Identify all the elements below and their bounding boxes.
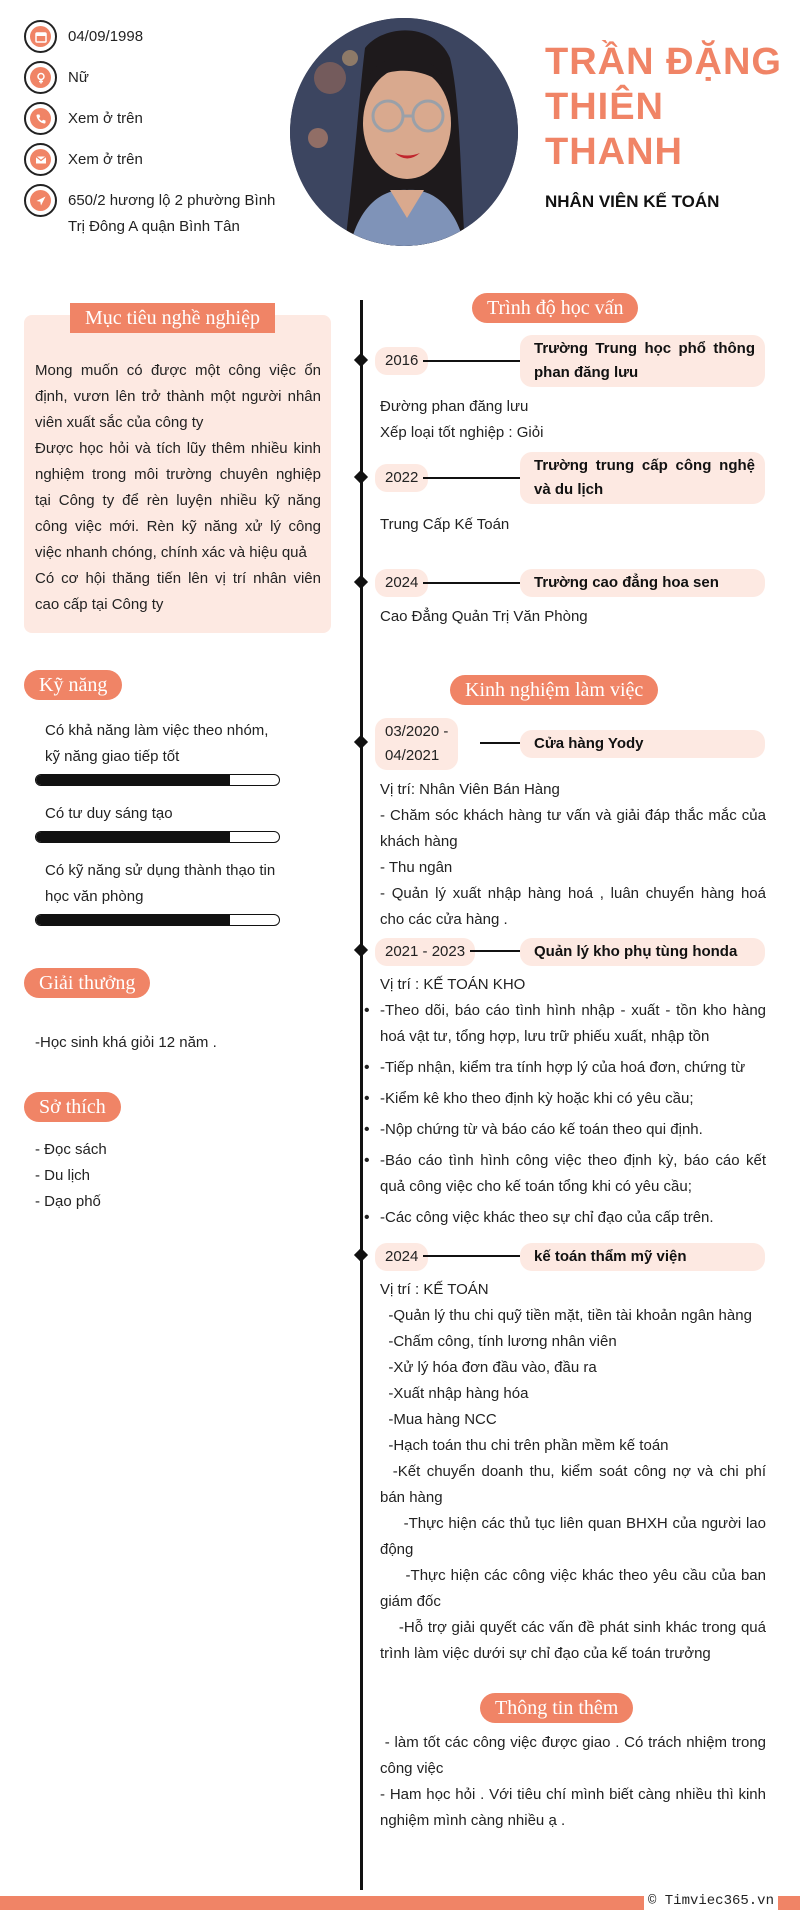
- timeline-node: [354, 470, 368, 484]
- job-position: Vị trí : KẾ TOÁN KHO: [380, 976, 526, 993]
- job-bullet: • -Theo dõi, báo cáo tình hình nhập - xuất - tồn kho hàng hoá vật tư, tổng hợp, lưu trữ phiếu xuất, nhập tồn: [380, 998, 766, 1050]
- address-line-1: 650/2 hương lộ 2 phường Bình: [68, 192, 276, 209]
- avatar-photo: [290, 18, 518, 246]
- education-school: Trường Trung học phổ thông phan đăng lưu: [520, 335, 765, 387]
- skill-bar: [35, 831, 280, 843]
- contact-address: [24, 184, 294, 240]
- job-detail: -Hỗ trợ giải quyết các vấn đề phát sinh khác trong quá trình làm việc dưới sự chỉ đạo của kế toán trưởng: [380, 1619, 771, 1662]
- job-detail: - Quản lý xuất nhập hàng hoá , luân chuyển hàng hoá cho các cửa hàng .: [380, 885, 766, 928]
- extra-line: - Ham học hỏi . Với tiêu chí mình biết càng nhiều thì kinh nghiệm mình càng nhiều ạ .: [380, 1786, 771, 1829]
- job-detail: -Xuất nhập hàng hóa: [380, 1385, 529, 1402]
- skill-item: [35, 858, 280, 926]
- birthday-text: 04/09/1998: [68, 28, 144, 45]
- extra-title: Thông tin thêm: [480, 1693, 633, 1723]
- calendar-icon: [24, 20, 57, 53]
- contact-birthday: [24, 20, 294, 53]
- timeline-connector: [423, 1255, 520, 1257]
- education-school: Trường cao đẳng hoa sen: [520, 569, 765, 597]
- job-details: [380, 972, 766, 1236]
- skill-label: Có khả năng làm việc theo nhóm, kỹ năng giao tiếp tốt: [45, 722, 269, 765]
- avatar: [290, 18, 518, 246]
- timeline-connector: [480, 742, 520, 744]
- objective-title: Mục tiêu nghề nghiệp: [70, 303, 275, 333]
- job-position: Vị trí : KẾ TOÁN: [380, 1281, 489, 1298]
- objective-text: [35, 358, 321, 618]
- objective-paragraph-3: Có cơ hội thăng tiến lên vị trí nhân viên cao cấp tại Công ty: [35, 570, 321, 613]
- timeline-connector: [423, 477, 520, 479]
- job-company: Cửa hàng Yody: [520, 730, 765, 758]
- education-year: 2016: [375, 347, 428, 375]
- timeline-connector: [470, 950, 520, 952]
- job-bullet: • -Kiểm kê kho theo định kỳ hoặc khi có yêu cầu;: [380, 1086, 766, 1112]
- job-bullet: • -Tiếp nhận, kiểm tra tính hợp lý của hoá đơn, chứng từ: [380, 1055, 766, 1081]
- job-detail: -Xử lý hóa đơn đầu vào, đầu ra: [380, 1359, 597, 1376]
- education-title: Trình độ học vấn: [472, 293, 638, 323]
- phone-text: Xem ở trên: [68, 110, 143, 127]
- job-date: 2021 - 2023: [375, 938, 475, 966]
- skill-label: Có kỹ năng sử dụng thành thạo tin học văn phòng: [45, 862, 276, 905]
- job-title: NHÂN VIÊN KẾ TOÁN: [545, 192, 720, 211]
- education-details: [380, 394, 766, 446]
- hobbies-title: Sở thích: [24, 1092, 121, 1122]
- skill-bar-fill: [36, 832, 230, 842]
- job-bullet: • -Nộp chứng từ và báo cáo kế toán theo qui định.: [380, 1117, 766, 1143]
- timeline-node: [354, 1248, 368, 1262]
- address-line-2: Trị Đông A quận Bình Tân: [68, 218, 240, 235]
- job-details: [380, 777, 766, 933]
- timeline-connector: [423, 360, 520, 362]
- footer-credit: © Timviec365.vn: [644, 1893, 778, 1910]
- gender-icon: [24, 61, 57, 94]
- awards-title: Giải thưởng: [24, 968, 150, 998]
- job-date-start: 03/2020 -: [385, 723, 449, 740]
- skill-item: [35, 801, 280, 843]
- name-line-2: THIÊN: [545, 86, 664, 128]
- education-year: 2022: [375, 464, 428, 492]
- job-company: kế toán thẩm mỹ viện: [520, 1243, 765, 1271]
- contact-list: [24, 20, 294, 248]
- timeline-line: [360, 300, 363, 1890]
- skill-bar: [35, 914, 280, 926]
- timeline-node: [354, 735, 368, 749]
- job-date: 2024: [375, 1243, 428, 1271]
- contact-phone: [24, 102, 294, 135]
- timeline-connector: [423, 582, 520, 584]
- contact-email: [24, 143, 294, 176]
- skill-label: Có tư duy sáng tạo: [45, 805, 173, 822]
- location-icon: [24, 184, 57, 217]
- name-line-1: TRẦN ĐẶNG: [545, 41, 782, 83]
- job-detail: -Mua hàng NCC: [380, 1411, 497, 1428]
- extra-line: - làm tốt các công việc được giao . Có trách nhiệm trong công việc: [380, 1734, 771, 1777]
- job-detail: -Chấm công, tính lương nhân viên: [380, 1333, 617, 1350]
- education-detail: Xếp loại tốt nghiệp : Giỏi: [380, 424, 544, 441]
- timeline-node: [354, 943, 368, 957]
- job-details: [380, 1277, 771, 1667]
- skills-title: Kỹ năng: [24, 670, 122, 700]
- job-detail: -Thực hiện các thủ tục liên quan BHXH của người lao động: [380, 1515, 771, 1558]
- job-detail: Vị trí: Nhân Viên Bán Hàng: [380, 781, 560, 798]
- job-detail: - Chăm sóc khách hàng tư vấn và giải đáp thắc mắc của khách hàng: [380, 807, 766, 850]
- timeline-node: [354, 575, 368, 589]
- education-detail: Đường phan đăng lưu: [380, 398, 529, 415]
- job-bullet: • -Các công việc khác theo sự chỉ đạo của cấp trên.: [380, 1205, 766, 1231]
- hobby-item: - Du lịch: [35, 1167, 91, 1184]
- email-text: Xem ở trên: [68, 151, 143, 168]
- hobby-item: - Đọc sách: [35, 1141, 107, 1158]
- experience-title: Kinh nghiệm làm việc: [450, 675, 658, 705]
- extra-text: [380, 1730, 771, 1834]
- hobbies-list: [35, 1137, 107, 1215]
- name-line-3: THANH: [545, 131, 683, 173]
- job-detail: - Thu ngân: [380, 859, 453, 876]
- job-detail: -Kết chuyển doanh thu, kiểm soát công nợ và chi phí bán hàng: [380, 1463, 771, 1506]
- education-detail: Cao Đẳng Quản Trị Văn Phòng: [380, 608, 588, 625]
- candidate-name: [545, 40, 785, 175]
- education-detail: Trung Cấp Kế Toán: [380, 516, 510, 533]
- mail-icon: [24, 143, 57, 176]
- skill-bar: [35, 774, 280, 786]
- objective-paragraph-1: Mong muốn có được một công việc ổn định, vươn lên trở thành một người nhân viên xuất sắc của công ty: [35, 362, 321, 431]
- job-date-end: 04/2021: [385, 747, 440, 764]
- job-company: Quản lý kho phụ tùng honda: [520, 938, 765, 966]
- job-bullet: • -Báo cáo tình hình công việc theo định kỳ, báo cáo kết quả công việc cho kế toán tổng khi có yêu cầu;: [380, 1148, 766, 1200]
- phone-icon: [24, 102, 57, 135]
- education-details: [380, 604, 766, 630]
- contact-gender: [24, 61, 294, 94]
- job-detail: -Quản lý thu chi quỹ tiền mặt, tiền tài khoản ngân hàng: [380, 1307, 752, 1324]
- objective-paragraph-2: Được học hỏi và tích lũy thêm nhiều kinh nghiệm trong môi trường chuyên nghiệp tại Công ty để rèn luyện nhiều kỹ năng công việc mới. Rèn kỹ năng xử lý công việc nhanh chóng, chính xác và hiệu quả: [35, 440, 321, 561]
- skill-bar-fill: [36, 915, 230, 925]
- skill-item: [35, 718, 280, 786]
- education-school: Trường trung cấp công nghệ và du lịch: [520, 452, 765, 504]
- address-text: [68, 184, 275, 240]
- job-date: [375, 718, 458, 770]
- hobby-item: - Dạo phố: [35, 1193, 101, 1210]
- job-detail: -Hạch toán thu chi trên phần mềm kế toán: [380, 1437, 669, 1454]
- awards-text: -Học sinh khá giỏi 12 năm .: [35, 1034, 217, 1051]
- education-year: 2024: [375, 569, 428, 597]
- job-detail: -Thực hiện các công việc khác theo yêu cầu của ban giám đốc: [380, 1567, 771, 1610]
- gender-text: Nữ: [68, 69, 89, 86]
- timeline-node: [354, 353, 368, 367]
- education-details: [380, 512, 766, 538]
- skill-bar-fill: [36, 775, 230, 785]
